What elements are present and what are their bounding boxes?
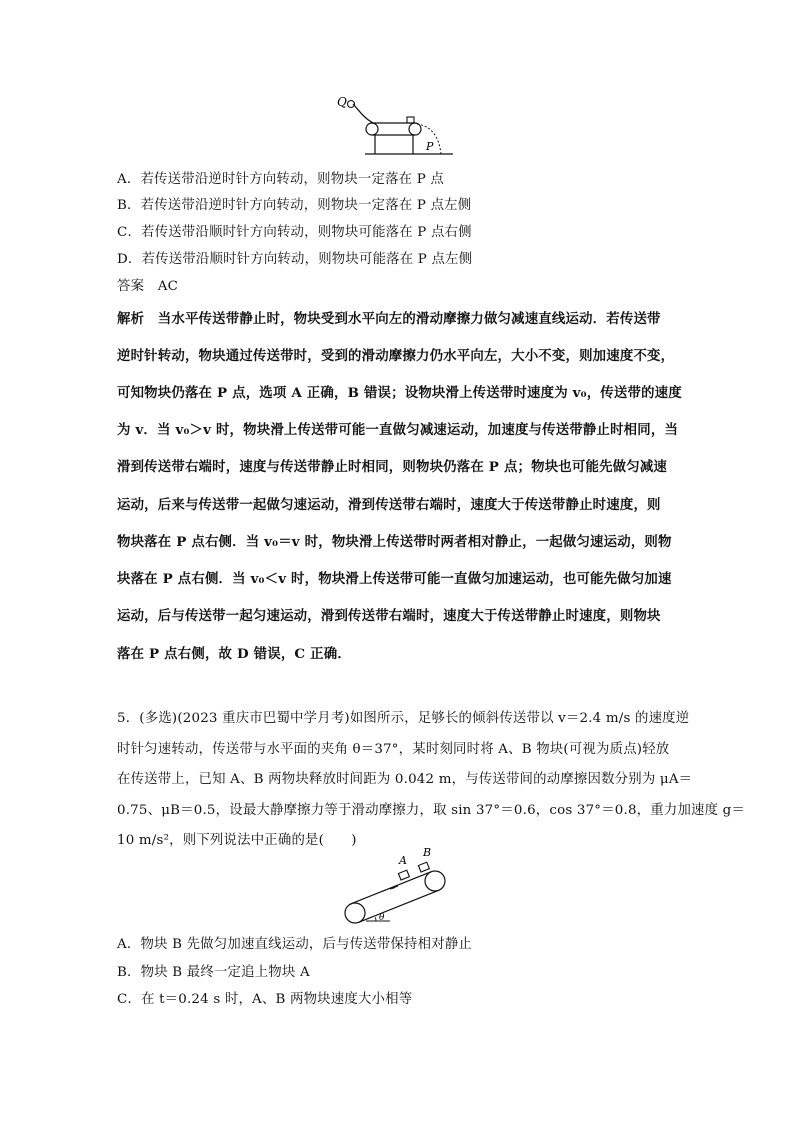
analysis-line-2: 逆时针转动，物块通过传送带时，受到的滑动摩擦力仍水平向左，大小不变，则加速度不变， — [117, 348, 675, 364]
block-on-belt — [407, 117, 414, 123]
conveyor-figure-1 — [335, 96, 460, 160]
curved-ramp — [353, 104, 375, 124]
analysis-line-7: 物块落在 P 点右侧．当 v₀＝v 时，物块滑上传送带时两者相对静止，一起做匀速运动，则物 — [117, 534, 672, 550]
q5-stem-line-1: 5．(多选)(2023 重庆市巴蜀中学月考)如图所示，足够长的倾斜传送带以 v＝2.4 m/s 的速度逆 — [117, 711, 690, 726]
label-theta: θ — [379, 913, 385, 923]
q4-option-c: C．若传送带沿顺时针方向转动，则物块可能落在 P 点右侧 — [117, 225, 472, 240]
analysis-line-3: 可知物块仍落在 P 点，选项 A 正确，B 错误；设物块滑上传送带时速度为 v₀，传送带的速度 — [117, 385, 682, 401]
upper-roller — [425, 871, 445, 891]
q4-answer: 答案 AC — [117, 279, 179, 294]
left-roller — [366, 123, 378, 135]
q4-option-d: D．若传送带沿顺时针方向转动，则物块可能落在 P 点左侧 — [117, 252, 473, 267]
analysis-line-10: 落在 P 点右侧，故 D 错误，C 正确． — [117, 646, 351, 662]
analysis-line-4: 为 v．当 v₀＞v 时，物块滑上传送带可能一直做匀减速运动，加速度与传送带静止时相同，当 — [117, 422, 679, 438]
q5-option-b: B．物块 B 最终一定追上物块 A — [117, 965, 310, 980]
q5-stem-line-2: 时针匀速转动，传送带与水平面的夹角 θ＝37°，某时刻同时将 A、B 物块(可视为质点)轻放 — [117, 742, 670, 757]
analysis-line-8: 块落在 P 点右侧．当 v₀＜v 时，物块滑上传送带可能一直做匀加速运动，也可能先做匀加速 — [117, 571, 672, 587]
lower-roller — [345, 903, 365, 923]
label-q: Q — [337, 96, 347, 109]
q5-option-c: C．在 t＝0.24 s 时，A、B 两物块速度大小相等 — [117, 992, 413, 1007]
block-b — [418, 862, 429, 872]
q5-stem-line-4: 0.75、μB＝0.5，设最大静摩擦力等于滑动摩擦力，取 sin 37°＝0.6，cos 37°＝0.8，重力加速度 g＝ — [117, 803, 746, 818]
q4-option-b: B．若传送带沿逆时针方向转动，则物块一定落在 P 点左侧 — [117, 198, 472, 213]
inclined-conveyor-figure — [338, 846, 453, 926]
block-a — [398, 870, 409, 880]
q4-option-a: A．若传送带沿逆时针方向转动，则物块一定落在 P 点 — [117, 172, 444, 187]
analysis-line-9: 运动，后与传送带一起匀速运动，滑到传送带右端时，速度大于传送带静止时速度，则物块 — [117, 608, 661, 624]
q5-option-a: A．物块 B 先做匀加速直线运动，后与传送带保持相对静止 — [117, 937, 472, 952]
analysis-line-6: 运动，后来与传送带一起做匀速运动，滑到传送带右端时，速度大于传送带静止时速度，则 — [117, 497, 661, 513]
label-b: B — [423, 846, 432, 859]
label-p: P — [426, 140, 434, 153]
right-roller — [409, 123, 421, 135]
analysis-line-1: 解析 当水平传送带静止时，物块受到水平向左的滑动摩擦力做匀减速直线运动．若传送带 — [117, 311, 661, 327]
analysis-line-5: 滑到传送带右端时，速度与传送带静止时相同，则物块仍落在 P 点；物块也可能先做匀减速 — [117, 459, 668, 475]
q5-stem-line-3: 在传送带上，已知 A、B 两物块释放时间距为 0.042 m，与传送带间的动摩擦因数分别为 μA＝ — [117, 772, 693, 787]
q5-stem-line-5: 10 m/s²，则下列说法中正确的是( ) — [117, 833, 357, 848]
label-a: A — [399, 854, 407, 867]
